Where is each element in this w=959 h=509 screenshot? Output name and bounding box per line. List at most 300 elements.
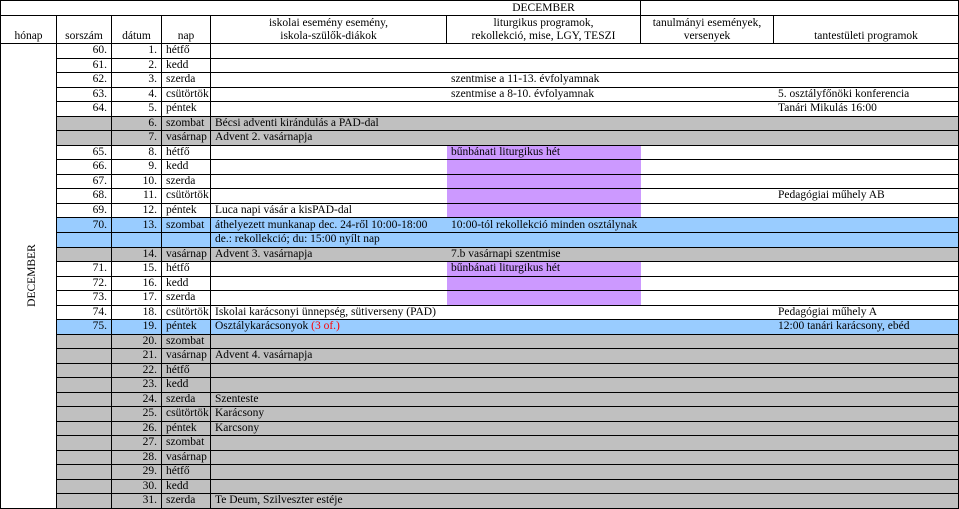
cell-day xyxy=(162,73,211,88)
cell-serial-text: 61. xyxy=(92,58,107,71)
cell-date xyxy=(112,378,162,393)
cell-school xyxy=(211,58,447,73)
cell-day xyxy=(162,262,211,277)
cell-school xyxy=(211,349,447,364)
cell-school-text: Osztálykarácsonyok xyxy=(215,320,312,333)
cell-staff xyxy=(774,233,959,248)
cell-staff-text: Pedagógiai műhely A xyxy=(778,305,878,318)
cell-study xyxy=(641,276,774,291)
cell-date-text: 12. xyxy=(142,203,157,216)
table-row xyxy=(1,378,959,393)
cell-day xyxy=(162,160,211,175)
cell-liturgy xyxy=(447,363,641,378)
table-row xyxy=(1,349,959,364)
cell-study xyxy=(641,436,774,451)
cell-day-text: szombat xyxy=(166,436,205,449)
cell-date xyxy=(112,305,162,320)
cell-day xyxy=(162,494,211,509)
cell-serial xyxy=(57,160,112,175)
cell-serial xyxy=(57,73,112,88)
cell-serial-text: 70. xyxy=(92,218,107,231)
table-row xyxy=(1,262,959,277)
cell-school xyxy=(211,247,447,262)
cell-school xyxy=(211,436,447,451)
table-row xyxy=(1,174,959,189)
cell-day-text: hétfő xyxy=(166,465,190,478)
table-row xyxy=(1,160,959,175)
cell-serial xyxy=(57,436,112,451)
cell-liturgy xyxy=(447,305,641,320)
cell-day xyxy=(162,363,211,378)
cell-study xyxy=(641,305,774,320)
cell-school-text: Te Deum, Szilveszter estéje xyxy=(215,494,343,507)
cell-staff xyxy=(774,262,959,277)
cell-date xyxy=(112,102,162,117)
cell-liturgy xyxy=(447,174,641,189)
cell-serial-text: 67. xyxy=(92,174,107,187)
cell-date xyxy=(112,174,162,189)
table-row xyxy=(1,436,959,451)
cell-day-text: szombat xyxy=(166,116,205,129)
cell-date xyxy=(112,87,162,102)
cell-serial xyxy=(57,479,112,494)
cell-liturgy xyxy=(447,116,641,131)
cell-day-text: hétfő xyxy=(166,145,190,158)
month-side-label: DECEMBER xyxy=(1,44,57,509)
cell-school xyxy=(211,407,447,422)
cell-staff xyxy=(774,58,959,73)
cell-staff xyxy=(774,160,959,175)
cell-liturgy xyxy=(447,73,641,88)
cell-day-text: hétfő xyxy=(166,44,190,57)
cell-study xyxy=(641,73,774,88)
col-header-date: dátum xyxy=(112,16,162,44)
cell-date xyxy=(112,334,162,349)
cell-liturgy xyxy=(447,436,641,451)
cell-serial-text: 66. xyxy=(92,160,107,173)
cell-serial-text: 71. xyxy=(92,262,107,275)
cell-day-text: kedd xyxy=(166,276,189,289)
cell-serial xyxy=(57,174,112,189)
cell-serial-text: 73. xyxy=(92,291,107,304)
cell-day-text: péntek xyxy=(166,102,197,115)
cell-liturgy xyxy=(447,87,641,102)
cell-liturgy xyxy=(447,465,641,480)
cell-serial xyxy=(57,334,112,349)
cell-liturgy xyxy=(447,102,641,117)
cell-serial xyxy=(57,145,112,160)
cell-school-text: Karcsony xyxy=(215,421,260,434)
cell-staff xyxy=(774,436,959,451)
cell-day-text: kedd xyxy=(166,479,189,492)
cell-study xyxy=(641,233,774,248)
cell-school xyxy=(211,421,447,436)
cell-staff-text: Pedagógiai műhely AB xyxy=(778,189,885,202)
cell-school-text: Iskolai karácsonyi ünnepség, sütiverseny (PAD) xyxy=(215,305,436,318)
header-row xyxy=(1,16,959,44)
cell-date-text: 7. xyxy=(148,131,157,144)
cell-serial xyxy=(57,465,112,480)
cell-liturgy xyxy=(447,145,641,160)
cell-liturgy xyxy=(447,247,641,262)
cell-serial xyxy=(57,305,112,320)
cell-date-text: 26. xyxy=(142,421,157,434)
cell-day xyxy=(162,189,211,204)
cell-school xyxy=(211,262,447,277)
cell-staff xyxy=(774,407,959,422)
cell-day xyxy=(162,116,211,131)
cell-date xyxy=(112,44,162,59)
cell-liturgy xyxy=(447,392,641,407)
table-row xyxy=(1,334,959,349)
cell-liturgy xyxy=(447,450,641,465)
cell-day xyxy=(162,465,211,480)
cell-day-text: vasárnap xyxy=(166,131,207,144)
cell-day-text: péntek xyxy=(166,421,197,434)
cell-serial-text: 75. xyxy=(92,320,107,333)
cell-serial xyxy=(57,262,112,277)
col-header-staff: tantestületi programok xyxy=(774,16,959,44)
cell-school xyxy=(211,378,447,393)
cell-staff xyxy=(774,378,959,393)
cell-date-text: 30. xyxy=(142,479,157,492)
cell-serial xyxy=(57,233,112,248)
cell-date xyxy=(112,58,162,73)
cell-school xyxy=(211,363,447,378)
cell-serial-text: 64. xyxy=(92,102,107,115)
cell-date-text: 23. xyxy=(142,378,157,391)
cell-school xyxy=(211,73,447,88)
cell-school xyxy=(211,44,447,59)
table-row xyxy=(1,102,959,117)
cell-day-text: szerda xyxy=(166,494,196,507)
cell-day-text: péntek xyxy=(166,320,197,333)
table-row xyxy=(1,58,959,73)
cell-date-text: 31. xyxy=(142,494,157,507)
cell-serial xyxy=(57,58,112,73)
cell-date xyxy=(112,262,162,277)
cell-school xyxy=(211,392,447,407)
table-row xyxy=(1,407,959,422)
cell-day xyxy=(162,87,211,102)
cell-serial xyxy=(57,320,112,335)
cell-date xyxy=(112,116,162,131)
cell-staff xyxy=(774,421,959,436)
cell-serial xyxy=(57,421,112,436)
cell-staff xyxy=(774,450,959,465)
cell-date xyxy=(112,349,162,364)
table-row xyxy=(1,44,959,59)
table-row xyxy=(1,247,959,262)
table-row xyxy=(1,421,959,436)
cell-day-text: szerda xyxy=(166,174,196,187)
cell-school xyxy=(211,320,447,335)
cell-date xyxy=(112,494,162,509)
cell-date xyxy=(112,392,162,407)
cell-day-text: szombat xyxy=(166,334,205,347)
cell-date xyxy=(112,479,162,494)
cell-liturgy xyxy=(447,203,641,218)
cell-date-text: 1. xyxy=(148,44,157,57)
cell-study xyxy=(641,102,774,117)
cell-liturgy xyxy=(447,291,641,306)
table-row xyxy=(1,305,959,320)
table-row xyxy=(1,363,959,378)
cell-liturgy xyxy=(447,494,641,509)
cell-liturgy-text: szentmise a 11-13. évfolyamnak xyxy=(451,73,600,86)
cell-study xyxy=(641,378,774,393)
cell-day-text: csütörtök xyxy=(166,87,209,100)
cell-serial-text: 60. xyxy=(92,44,107,57)
cell-day-text: csütörtök xyxy=(166,407,209,420)
cell-date-text: 2. xyxy=(148,58,157,71)
col-header-liturgy: liturgikus programok, rekollekció, mise, LGY, TESZI xyxy=(447,16,641,44)
cell-school xyxy=(211,465,447,480)
cell-school xyxy=(211,189,447,204)
header-row-top xyxy=(1,1,959,16)
cell-school-text: áthelyezett munkanap dec. 24-ről 10:00-18:00 xyxy=(215,218,428,231)
cell-date xyxy=(112,145,162,160)
table-row xyxy=(1,479,959,494)
cell-date-text: 6. xyxy=(148,116,157,129)
cell-staff xyxy=(774,494,959,509)
cell-staff xyxy=(774,102,959,117)
cell-school xyxy=(211,276,447,291)
cell-day-text: csütörtök xyxy=(166,189,209,202)
cell-serial xyxy=(57,276,112,291)
cell-staff xyxy=(774,291,959,306)
calendar-body xyxy=(1,44,959,509)
cell-school xyxy=(211,334,447,349)
cell-day xyxy=(162,174,211,189)
cell-day xyxy=(162,58,211,73)
cell-day xyxy=(162,450,211,465)
cell-date xyxy=(112,203,162,218)
cell-day xyxy=(162,102,211,117)
cell-date-text: 11. xyxy=(143,189,157,202)
cell-date xyxy=(112,450,162,465)
cell-serial xyxy=(57,131,112,146)
cell-day-text: hétfő xyxy=(166,363,190,376)
cell-day-text: vasárnap xyxy=(166,349,207,362)
cell-liturgy xyxy=(447,189,641,204)
cell-staff-text: 12:00 tanári karácsony, ebéd xyxy=(778,320,910,333)
cell-day xyxy=(162,276,211,291)
cell-day xyxy=(162,407,211,422)
cell-staff xyxy=(774,276,959,291)
cell-liturgy xyxy=(447,334,641,349)
cell-school xyxy=(211,116,447,131)
cell-serial xyxy=(57,450,112,465)
cell-study xyxy=(641,363,774,378)
cell-staff xyxy=(774,479,959,494)
cell-staff xyxy=(774,392,959,407)
cell-liturgy xyxy=(447,276,641,291)
cell-study xyxy=(641,349,774,364)
table-row xyxy=(1,218,959,233)
cell-date xyxy=(112,291,162,306)
cell-date xyxy=(112,233,162,248)
cell-date xyxy=(112,363,162,378)
cell-date xyxy=(112,160,162,175)
cell-school xyxy=(211,131,447,146)
cell-day-text: csütörtök xyxy=(166,305,209,318)
cell-staff xyxy=(774,116,959,131)
cell-day-text: szerda xyxy=(166,73,196,86)
cell-serial-text: 62. xyxy=(92,73,107,86)
cell-date-text: 8. xyxy=(148,145,157,158)
cell-staff xyxy=(774,73,959,88)
cell-day xyxy=(162,233,211,248)
table-row xyxy=(1,87,959,102)
cell-study xyxy=(641,116,774,131)
cell-serial xyxy=(57,378,112,393)
cell-study xyxy=(641,203,774,218)
cell-day xyxy=(162,320,211,335)
table-row xyxy=(1,116,959,131)
cell-date xyxy=(112,320,162,335)
cell-liturgy xyxy=(447,58,641,73)
cell-school xyxy=(211,203,447,218)
cell-study xyxy=(641,450,774,465)
cell-study xyxy=(641,145,774,160)
cell-date-text: 4. xyxy=(148,87,157,100)
table-row xyxy=(1,494,959,509)
cell-school-text: Szenteste xyxy=(215,392,259,405)
cell-serial xyxy=(57,87,112,102)
cell-study xyxy=(641,87,774,102)
cell-serial-text: 72. xyxy=(92,276,107,289)
cell-school xyxy=(211,145,447,160)
cell-serial xyxy=(57,407,112,422)
cell-day-text: hétfő xyxy=(166,262,190,275)
cell-study xyxy=(641,407,774,422)
cell-staff xyxy=(774,174,959,189)
cell-day xyxy=(162,218,211,233)
table-row xyxy=(1,203,959,218)
cell-date xyxy=(112,131,162,146)
table-row xyxy=(1,189,959,204)
cell-liturgy xyxy=(447,479,641,494)
cell-staff xyxy=(774,87,959,102)
cell-school-text: Advent 4. vasárnapja xyxy=(215,349,313,362)
cell-day xyxy=(162,247,211,262)
cell-serial xyxy=(57,44,112,59)
table-row xyxy=(1,465,959,480)
cell-day-text: kedd xyxy=(166,378,189,391)
cell-study xyxy=(641,160,774,175)
col-header-serial: sorszám xyxy=(57,16,112,44)
cell-study xyxy=(641,247,774,262)
col-header-school: iskolai esemény esemény, iskola-szülők-diákok xyxy=(211,16,447,44)
cell-school-text: Bécsi adventi kirándulás a PAD-dal xyxy=(215,116,379,129)
cell-serial xyxy=(57,291,112,306)
cell-date-text: 18. xyxy=(142,305,157,318)
cell-study xyxy=(641,479,774,494)
cell-date-text: 15. xyxy=(142,262,157,275)
cell-day-text: vasárnap xyxy=(166,450,207,463)
cell-day xyxy=(162,334,211,349)
cell-serial xyxy=(57,349,112,364)
cell-staff xyxy=(774,320,959,335)
cell-study xyxy=(641,262,774,277)
cell-date-text: 25. xyxy=(142,407,157,420)
cell-staff-text: Tanári Mikulás 16:00 xyxy=(778,102,877,115)
table-row xyxy=(1,131,959,146)
cell-serial-text: 69. xyxy=(92,203,107,216)
cell-school-text: Advent 3. vasárnapja xyxy=(215,247,313,260)
cell-serial xyxy=(57,494,112,509)
cell-date-text: 5. xyxy=(148,102,157,115)
cell-day xyxy=(162,479,211,494)
cell-study xyxy=(641,465,774,480)
cell-date-text: 13. xyxy=(142,218,157,231)
cell-staff xyxy=(774,465,959,480)
cell-liturgy-text: bűnbánati liturgikus hét xyxy=(451,262,561,275)
cell-date-text: 27. xyxy=(142,436,157,449)
cell-school-text: Luca napi vásár a kisPAD-dal xyxy=(215,203,352,216)
cell-date-text: 16. xyxy=(142,276,157,289)
cell-study xyxy=(641,44,774,59)
cell-study xyxy=(641,58,774,73)
cell-day xyxy=(162,436,211,451)
cell-school xyxy=(211,305,447,320)
cell-school xyxy=(211,233,447,248)
cell-day xyxy=(162,421,211,436)
cell-serial xyxy=(57,247,112,262)
cell-serial xyxy=(57,203,112,218)
cell-study xyxy=(641,131,774,146)
cell-liturgy xyxy=(447,44,641,59)
cell-school xyxy=(211,450,447,465)
cell-day xyxy=(162,349,211,364)
table-row xyxy=(1,276,959,291)
cell-staff xyxy=(774,131,959,146)
cell-date-text: 19. xyxy=(142,320,157,333)
cell-date-text: 20. xyxy=(142,334,157,347)
cell-school xyxy=(211,174,447,189)
month-title: DECEMBER xyxy=(447,1,641,16)
cell-liturgy xyxy=(447,407,641,422)
cell-day-text: péntek xyxy=(166,203,197,216)
cell-liturgy-text: 10:00-tól rekollekció minden osztálynak xyxy=(451,218,638,231)
cell-staff xyxy=(774,334,959,349)
cell-school xyxy=(211,102,447,117)
table-row xyxy=(1,392,959,407)
cell-study xyxy=(641,392,774,407)
cell-liturgy-text: 7.b vasárnapi szentmise xyxy=(451,247,561,260)
cell-date-text: 9. xyxy=(148,160,157,173)
cell-liturgy xyxy=(447,378,641,393)
cell-study xyxy=(641,421,774,436)
cell-study xyxy=(641,218,774,233)
cell-school xyxy=(211,218,447,233)
cell-staff xyxy=(774,305,959,320)
cell-day-text: szerda xyxy=(166,291,196,304)
cell-date xyxy=(112,407,162,422)
cell-day-text: kedd xyxy=(166,58,189,71)
cell-school-text: de.: rekollekció; du: 15:00 nyílt nap xyxy=(215,233,380,246)
cell-school xyxy=(211,479,447,494)
cell-liturgy xyxy=(447,131,641,146)
cell-date-text: 29. xyxy=(142,465,157,478)
col-header-study: tanulmányi események, versenyek xyxy=(641,16,774,44)
cell-school xyxy=(211,160,447,175)
cell-school-text: Karácsony xyxy=(215,407,265,420)
cell-date-text: 22. xyxy=(142,363,157,376)
col-header-day: nap xyxy=(162,16,211,44)
cell-staff xyxy=(774,44,959,59)
